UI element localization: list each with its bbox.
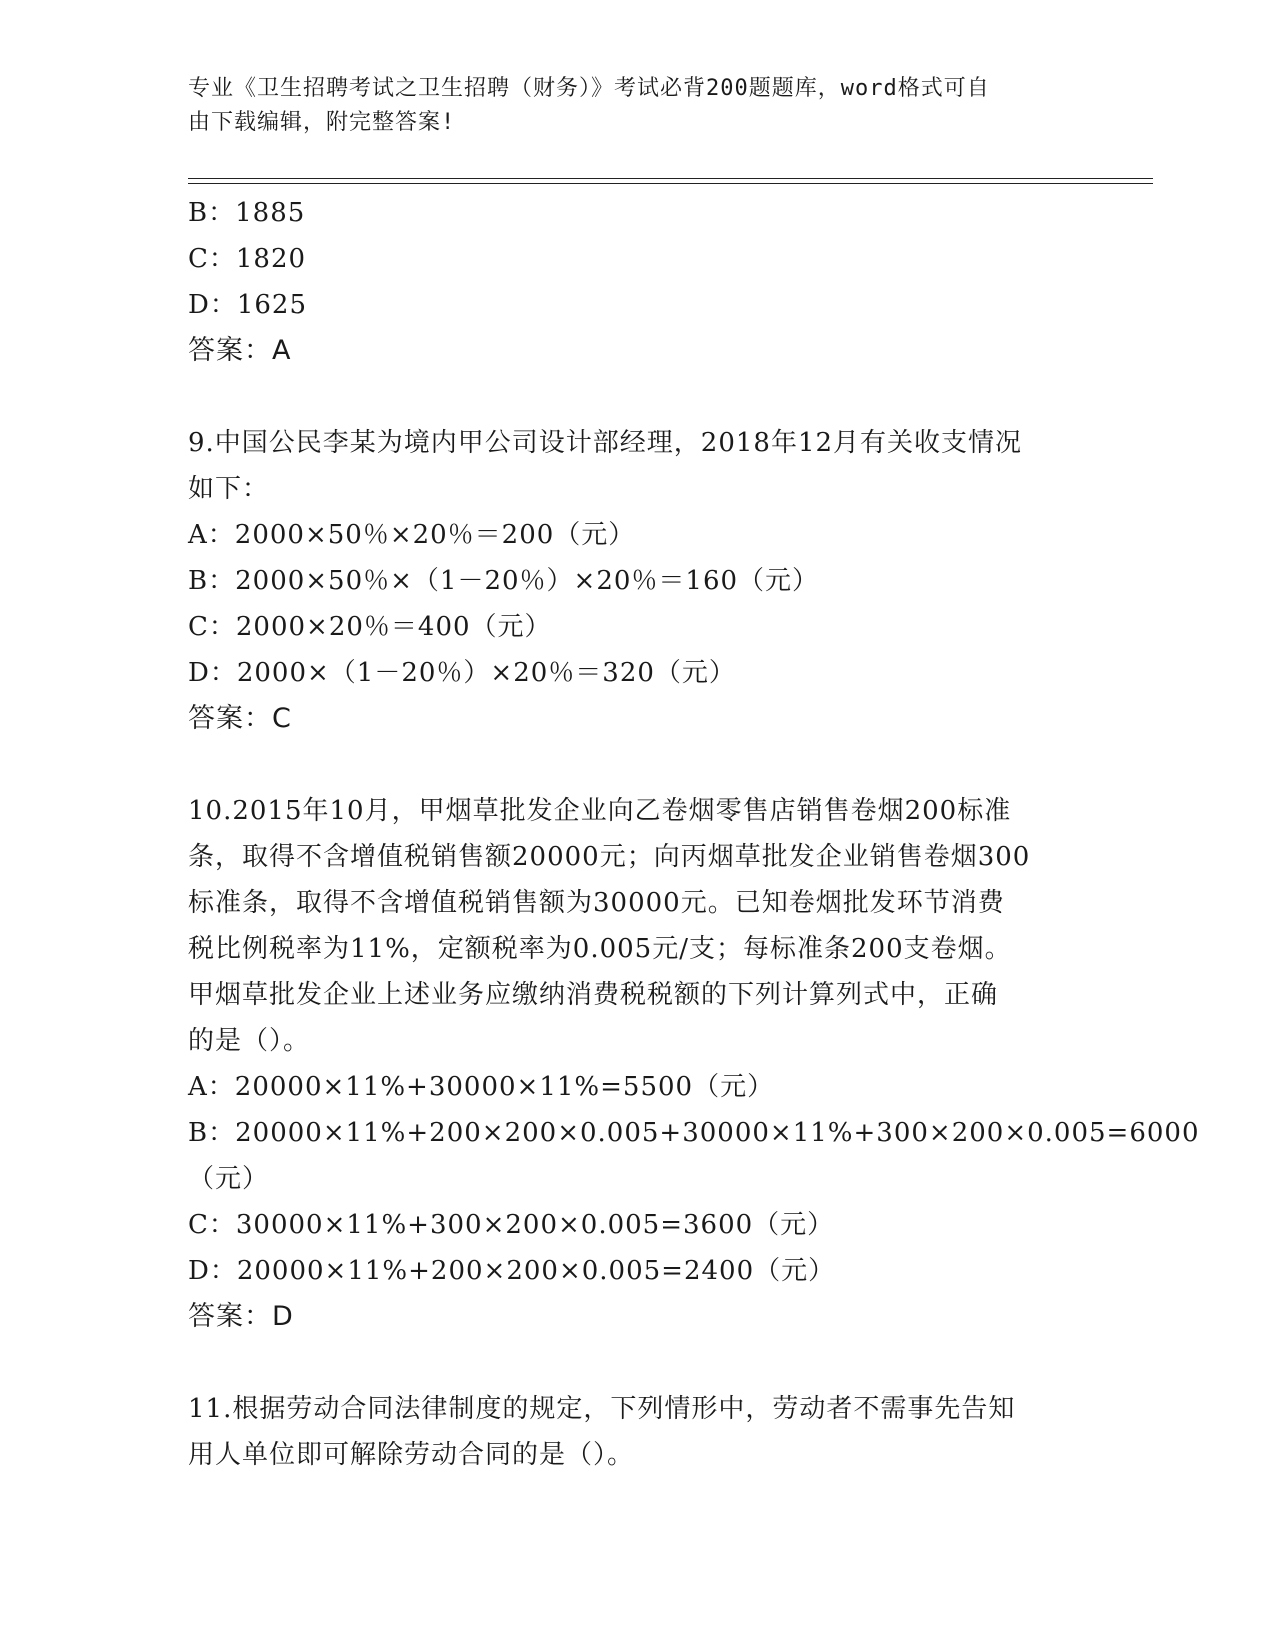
q10-stem-line-2: 条，取得不含增值税销售额20000元；向丙烟草批发企业销售卷烟300 [188,842,1031,872]
q9-answer: 答案：C [188,703,292,734]
q8-option-d: D：1625 [188,290,308,320]
document-body [188,190,1200,1478]
question-9 [188,420,1088,742]
q10-stem-line-3: 标准条，取得不含增值税销售额为30000元。已知卷烟批发环节消费 [188,888,1005,918]
spacer [188,742,1088,788]
q10-stem-line-4: 税比例税率为11%，定额税率为0.005元/支；每标准条200支卷烟。 [188,934,1012,964]
q9-option-b: B：2000×50％×（1－20％）×20％＝160（元） [188,566,820,596]
q10-option-d: D：20000×11%+200×200×0.005=2400（元） [188,1256,836,1286]
q10-option-c: C：30000×11%+300×200×0.005=3600（元） [188,1210,835,1240]
q11-stem-line-1: 11.根据劳动合同法律制度的规定，下列情形中，劳动者不需事先告知 [188,1394,1016,1424]
spacer [188,1340,1088,1386]
question-8 [188,190,1088,374]
q10-stem-line-5: 甲烟草批发企业上述业务应缴纳消费税税额的下列计算列式中，正确 [188,980,999,1010]
header-line-1: 专业《卫生招聘考试之卫生招聘（财务）》考试必背200题题库，word格式可自 [188,76,990,101]
q11-stem-line-2: 用人单位即可解除劳动合同的是（）。 [188,1440,635,1470]
q9-option-a: A：2000×50％×20％＝200（元） [188,520,636,550]
q10-answer: 答案：D [188,1301,294,1332]
header-divider [188,178,1153,184]
q10-option-a: A：20000×11%+30000×11%=5500（元） [188,1072,775,1102]
q8-option-b: B：1885 [188,198,306,228]
document-header [188,72,1068,140]
question-11 [188,1386,1088,1478]
header-line-2: 由下载编辑，附完整答案! [188,110,456,135]
question-10 [188,788,1200,1340]
q9-stem-line-2: 如下： [188,474,270,504]
q9-option-d: D：2000×（1－20％）×20％＝320（元） [188,658,736,688]
q10-stem-line-6: 的是（）。 [188,1026,311,1056]
q10-option-b-line-2: （元） [188,1164,270,1194]
q10-stem-line-1: 10.2015年10月，甲烟草批发企业向乙卷烟零售店销售卷烟200标准 [188,796,1012,826]
spacer [188,374,1088,420]
q8-option-c: C：1820 [188,244,307,274]
q8-answer: 答案：A [188,335,292,366]
q9-option-c: C：2000×20％＝400（元） [188,612,552,642]
q10-option-b-line-1: B：20000×11%+200×200×0.005+30000×11%+300×200×0.005=6000 [188,1118,1200,1148]
q9-stem-line-1: 9.中国公民李某为境内甲公司设计部经理，2018年12月有关收支情况 [188,428,1023,458]
